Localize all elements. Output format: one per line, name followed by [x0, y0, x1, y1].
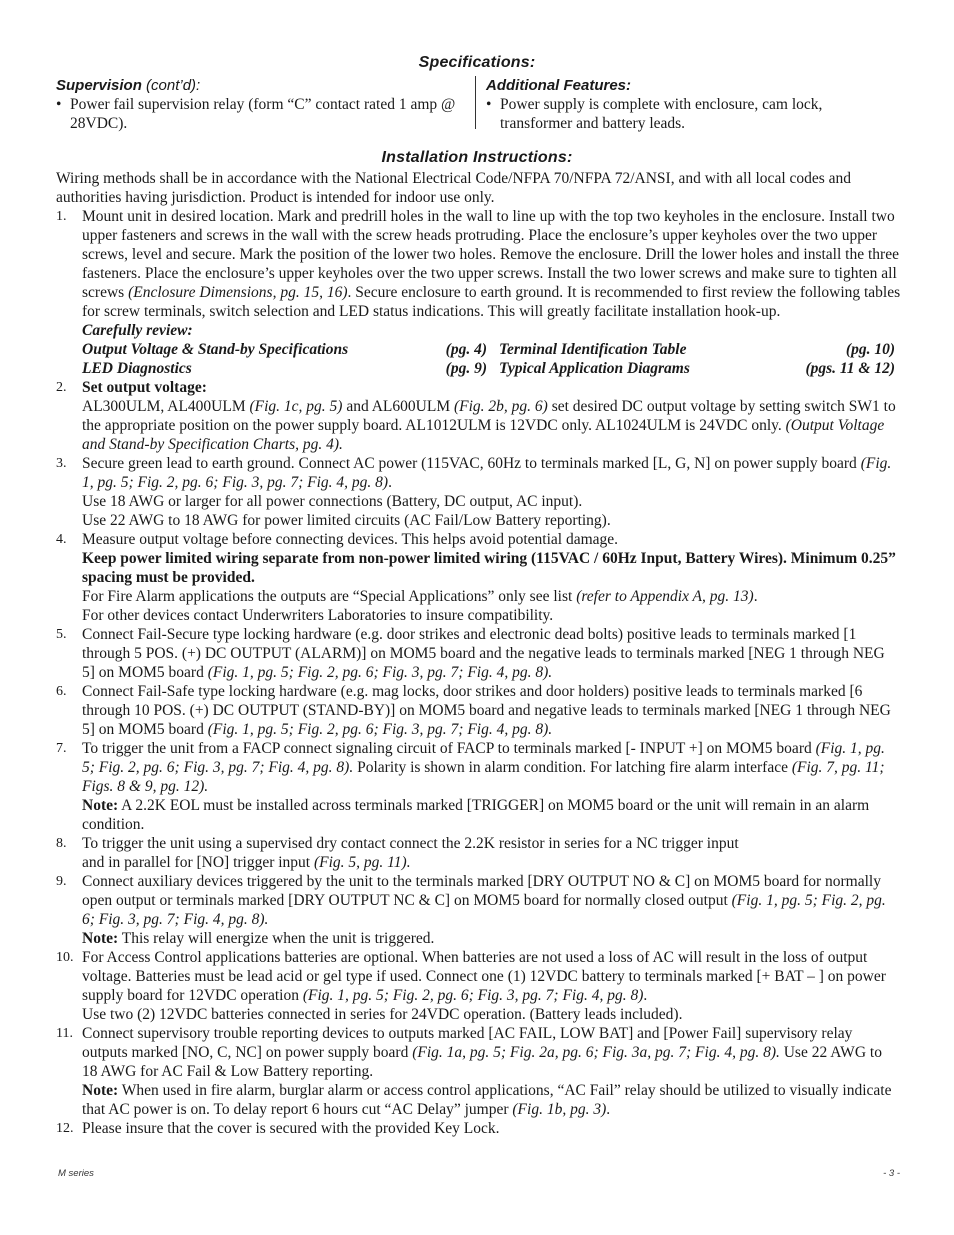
step-3-text: Secure green lead to earth ground. Connect AC power (115VAC, 60Hz to terminals marked [L, G, N] on power supply board [82, 455, 861, 472]
supervision-heading-rest: (cont’d): [141, 77, 201, 94]
step-10 [56, 948, 901, 1024]
step-4-ref: (refer to Appendix A, pg. 13) [576, 588, 754, 605]
supervision-heading [56, 76, 468, 95]
step-number: 6. [56, 684, 67, 699]
review-item-page: (pg. 4) [445, 341, 487, 358]
step-9-ref: (Fig. 1, pg. 5; Fig. 2, pg. 6; Fig. 3, pg. 7; Fig. 4, pg. 8). [82, 892, 886, 928]
step-7-note [82, 796, 901, 834]
additional-features-bullet [486, 95, 896, 133]
step-7-ref-2: (Fig. 7, pg. 11; Figs. 8 & 9, pg. 12). [82, 759, 885, 795]
step-1 [56, 207, 901, 378]
review-item-title: Typical Application Diagrams [499, 360, 690, 377]
step-11-text: Connect supervisory trouble reporting devices to outputs marked [AC FAIL, LOW BAT] and [Power Fail] supervisory relay outputs marked [NO, C, NC] on power supply board [82, 1025, 853, 1061]
step-9 [56, 872, 901, 948]
step-5-text: Connect Fail-Secure type locking hardware (e.g. door strikes and electronic dead bolts) positive leads to terminals marked [1 through 5 POS. (+) DC OUTPUT (ALARM)] on MOM5 board and the negative leads to terminals marked [NEG 1 through NEG 5] on MOM5 board [82, 626, 885, 681]
review-item-page: (pgs. 11 & 12) [805, 360, 895, 377]
step-7-text-2: Polarity is shown in alarm condition. For latching fire alarm interface [353, 759, 792, 776]
step-8-text-2: and in parallel for [NO] trigger input [82, 854, 314, 871]
step-number: 1. [56, 209, 67, 224]
step-12 [56, 1119, 901, 1138]
step-2-ref-3: (Output Voltage and Stand-by Specification Charts, pg. 4). [82, 417, 885, 453]
step-7-ref-1: (Fig. 1, pg. 5; Fig. 2, pg. 6; Fig. 3, pg. 7; Fig. 4, pg. 8). [82, 740, 885, 776]
note-label: Note: [82, 930, 119, 947]
step-10-text: For Access Control applications batteries are optional. When batteries are not used a loss of AC will result in the loss of output voltage. Batteries must be lead acid or gel type if used. Connect one (1) 12VDC battery to terminals marked [+ BAT – ] on power supply board for 12VDC operation [82, 949, 886, 1004]
step-number: 7. [56, 741, 67, 756]
installation-steps [56, 207, 901, 1138]
step-10-ref: (Fig. 1, pg. 5; Fig. 2, pg. 6; Fig. 3, pg. 7; Fig. 4, pg. 8) [302, 987, 644, 1004]
step-3-text-4: Use 22 AWG to 18 AWG for power limited circuits (AC Fail/Low Battery reporting). [82, 512, 611, 529]
step-number: 12. [56, 1121, 74, 1136]
step-4-text-2: For Fire Alarm applications the outputs are “Special Applications” only see list [82, 588, 577, 605]
step-1-text: Mount unit in desired location. Mark and predrill holes in the wall to line up with the top two keyholes in the enclosure. Install two upper fasteners and screws in the wall with the screw heads protruding. Place the enclosure’s upper keyholes over the two upper screws, level and secure. Mark the position of the lower two holes. Remove the enclosure. Drill the lower holes and install the three fasteners. Place the enclosure’s upper keyholes over the two upper screws. Install the two lower screws and make sure to tighten all screws [82, 208, 899, 301]
step-7-note-text: A 2.2K EOL must be installed across terminals marked [TRIGGER] on MOM5 board or the unit will remain in an alarm condition. [82, 797, 870, 833]
review-item-title: LED Diagnostics [82, 360, 192, 377]
step-9-note-text: This relay will energize when the unit is triggered. [118, 930, 435, 947]
step-11-note-text: When used in fire alarm, burglar alarm or access control applications, “AC Fail” relay should be utilized to visually indicate that AC power is on. To delay report 6 hours cut “AC Delay” jumper [82, 1082, 892, 1118]
additional-features-heading: Additional Features: [486, 77, 632, 94]
step-10-text-3: Use two (2) 12VDC batteries connected in series for 24VDC operation. (Battery leads included). [82, 1006, 683, 1023]
review-item-title: Output Voltage & Stand-by Specifications [82, 341, 349, 358]
step-8 [56, 834, 901, 872]
step-1-text-2: . Secure enclosure to earth ground. It is recommended to first review the following tables for screw terminals, switch selection and LED status indications. This will greatly facilitate installation hook-up. [82, 284, 901, 320]
step-4-warning: Keep power limited wiring separate from non-power limited wiring (115VAC / 60Hz Input, Battery Wires). Minimum 0.25” spacing must be provided. [82, 550, 896, 586]
step-5 [56, 625, 901, 682]
step-8-text: To trigger the unit using a supervised dry contact connect the 2.2K resistor in series for a NC trigger input [82, 835, 739, 852]
supervision-bullet [56, 95, 468, 133]
additional-features-column [486, 76, 896, 133]
step-3 [56, 454, 901, 530]
step-2-text: AL300ULM, AL400ULM [82, 398, 250, 415]
supervision-bullet-text: Power fail supervision relay (form “C” contact rated 1 amp @ 28VDC). [70, 96, 456, 132]
step-number: 8. [56, 836, 67, 851]
step-number: 9. [56, 874, 67, 889]
step-3-ref: (Fig. 1, pg. 5; Fig. 2, pg. 6; Fig. 3, pg. 7; Fig. 4, pg. 8) [82, 455, 892, 491]
step-1-ref: (Enclosure Dimensions, pg. 15, 16) [128, 284, 348, 301]
step-5-ref: (Fig. 1, pg. 5; Fig. 2, pg. 6; Fig. 3, pg. 7; Fig. 4, pg. 8). [207, 664, 553, 681]
step-2-ref-1: (Fig. 1c, pg. 5) [249, 398, 343, 415]
step-12-text: Please insure that the cover is secured with the provided Key Lock. [82, 1120, 500, 1137]
step-2-text-2: and AL600ULM [342, 398, 454, 415]
review-label: Carefully review: [82, 322, 193, 339]
step-9-text: Connect auxiliary devices triggered by the unit to the terminals marked [DRY OUTPUT NO & C] on MOM5 board for normally open output or terminals marked [DRY OUTPUT NC & C] on MOM5 board for normally closed output [82, 873, 881, 909]
step-11 [56, 1024, 901, 1119]
step-2-heading: Set output voltage: [82, 379, 207, 396]
step-3-text-2: . [388, 474, 392, 491]
supervision-heading-bold: Supervision [56, 77, 142, 94]
review-item-page: (pg. 10) [845, 341, 895, 358]
column-divider [475, 76, 476, 129]
step-4-text: Measure output voltage before connecting devices. This helps avoid potential damage. [82, 531, 619, 548]
footer-series-label: M series [58, 1168, 94, 1179]
footer-page-number: - 3 - [883, 1168, 900, 1179]
step-7-text: To trigger the unit from a FACP connect signaling circuit of FACP to terminals marked [- INPUT +] on MOM5 board [82, 740, 816, 757]
step-8-ref: (Fig. 5, pg. 11). [314, 854, 411, 871]
step-2-ref-2: (Fig. 2b, pg. 6) [453, 398, 548, 415]
note-label: Note: [82, 797, 119, 814]
review-table [82, 340, 901, 378]
review-item-title: Terminal Identification Table [499, 341, 687, 358]
step-11-note [82, 1081, 901, 1119]
step-2-text-3: set desired DC output voltage by setting switch SW1 to the appropriate position on the power supply board. AL1012ULM is 12VDC only. AL1024ULM is 24VDC only. [82, 398, 896, 434]
installation-instructions-heading: Installation Instructions: [381, 149, 573, 166]
step-6 [56, 682, 901, 739]
step-4-text-4: For other devices contact Underwriters Laboratories to insure compatibility. [82, 607, 554, 624]
specifications-heading: Specifications: [418, 54, 536, 71]
step-4 [56, 530, 901, 625]
additional-features-bullet-text: Power supply is complete with enclosure, cam lock, transformer and battery leads. [500, 96, 823, 132]
step-2 [56, 378, 901, 454]
intro-paragraph: Wiring methods shall be in accordance with the National Electrical Code/NFPA 70/NFPA 72/ANSI, and with all local codes and authorities having jurisdiction. Product is intended for indoor use only. [56, 170, 852, 206]
step-7 [56, 739, 901, 834]
step-9-note [82, 929, 901, 948]
step-11-text-3: . [606, 1101, 611, 1118]
installation-body [56, 169, 901, 1138]
supervision-column [56, 76, 468, 133]
step-10-text-2: . [643, 987, 648, 1004]
review-item-page: (pg. 9) [445, 360, 487, 377]
step-number: 10. [56, 950, 74, 965]
bullet-icon: • [486, 96, 492, 113]
step-number: 4. [56, 532, 67, 547]
bullet-icon: • [56, 96, 62, 113]
step-6-ref: (Fig. 1, pg. 5; Fig. 2, pg. 6; Fig. 3, pg. 7; Fig. 4, pg. 8). [207, 721, 553, 738]
step-11-ref-2: (Fig. 1b, pg. 3) [512, 1101, 607, 1118]
step-4-text-3: . [753, 588, 758, 605]
step-number: 5. [56, 627, 67, 642]
step-number: 3. [56, 456, 67, 471]
step-3-text-3: Use 18 AWG or larger for all power connections (Battery, DC output, AC input). [82, 493, 583, 510]
step-11-ref-1: (Fig. 1a, pg. 5; Fig. 2a, pg. 6; Fig. 3a, pg. 7; Fig. 4, pg. 8). [412, 1044, 780, 1061]
step-11-text-2: Use 22 AWG to 18 AWG for AC Fail & Low Battery reporting. [82, 1044, 882, 1080]
note-label: Note: [82, 1082, 119, 1099]
step-number: 11. [56, 1026, 73, 1041]
step-number: 2. [56, 380, 67, 395]
step-6-text: Connect Fail-Safe type locking hardware (e.g. mag locks, door strikes and door holders) positive leads to terminals marked [6 through 10 POS. (+) DC OUTPUT (STAND-BY)] on MOM5 board and negative leads to terminals marked [NEG 1 through NEG 5] on MOM5 board [82, 683, 891, 738]
